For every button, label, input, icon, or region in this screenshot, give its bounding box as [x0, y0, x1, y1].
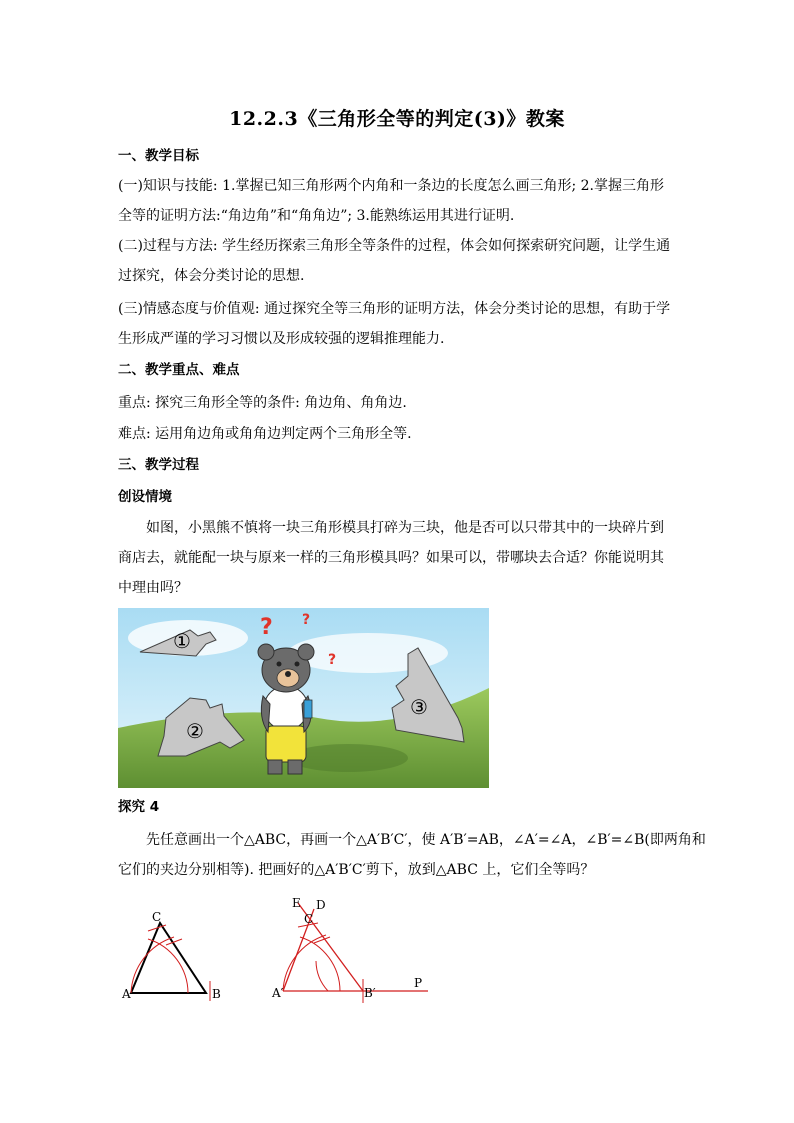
bear-character [258, 644, 314, 774]
scenario-line-2: 商店去，就能配一块与原来一样的三角形模具吗？如果可以，带哪块去合适？你能说明其 [118, 550, 664, 566]
illustration-svg [118, 608, 489, 788]
label-e: E [292, 896, 301, 910]
subheading-explore-4: 探究 4 [118, 799, 160, 815]
document-title: 12.2.3《三角形全等的判定(3)》教案 [229, 108, 565, 130]
label-c-prime: C [304, 912, 314, 926]
objective-knowledge-line-1: (一)知识与技能: 1.掌握已知三角形两个内角和一条边的长度怎么画三角形; 2.掌握三角形 [118, 178, 664, 194]
bear-broken-triangle-illustration [118, 608, 489, 788]
explore-line-1: 先任意画出一个△ABC，再画一个△A′B′C′，使 A′B′=AB，∠A′=∠A，∠B′=∠B(即两角和 [146, 832, 706, 848]
objective-process-line-2: 过探究，体会分类讨论的思想. [118, 268, 305, 284]
label-b: B [212, 987, 221, 1001]
label-d: D [316, 898, 326, 912]
label-a-prime: A′ [272, 986, 284, 1000]
label-p: P [414, 976, 423, 990]
question-mark-2: ? [302, 612, 311, 628]
section-heading-key-points: 二、教学重点、难点 [118, 362, 240, 378]
piece-1-label: ① [173, 629, 191, 653]
label-c: C [152, 910, 162, 924]
construction-svg [118, 893, 438, 1008]
key-point-text: 重点: 探究三角形全等的条件: 角边角、角角边. [118, 395, 407, 411]
triangle-abc [131, 923, 210, 1001]
piece-2-label: ② [186, 719, 204, 743]
question-mark-1: ? [260, 615, 273, 640]
objective-attitude-line-2: 生形成严谨的学习习惯以及形成较强的逻辑推理能力. [118, 331, 445, 347]
objective-knowledge-line-2: 全等的证明方法:“角边角”和“角角边”; 3.能熟练运用其进行证明. [118, 208, 515, 224]
scenario-line-1: 如图，小黑熊不慎将一块三角形模具打碎为三块，他是否可以只带其中的一块碎片到 [146, 520, 664, 536]
piece-3-label: ③ [410, 695, 428, 719]
section-heading-process: 三、教学过程 [118, 457, 199, 473]
objective-process-line-1: (二)过程与方法: 学生经历探索三角形全等条件的过程，体会如何探索研究问题，让学生通 [118, 238, 671, 254]
section-heading-objectives: 一、教学目标 [118, 148, 199, 164]
explore-line-2: 它们的夹边分别相等). 把画好的△A′B′C′剪下，放到△ABC 上，它们全等吗？ [118, 862, 595, 878]
label-b-prime: B′ [364, 986, 376, 1000]
difficulty-text: 难点: 运用角边角或角角边判定两个三角形全等. [118, 426, 412, 442]
subheading-scenario: 创设情境 [118, 489, 172, 505]
label-a: A [122, 987, 131, 1001]
objective-attitude-line-1: (三)情感态度与价值观: 通过探究全等三角形的证明方法，体会分类讨论的思想，有助于学 [118, 301, 671, 317]
question-mark-3: ? [328, 652, 337, 668]
scenario-line-3: 中理由吗？ [118, 580, 188, 596]
construction-diagram [118, 893, 438, 1008]
